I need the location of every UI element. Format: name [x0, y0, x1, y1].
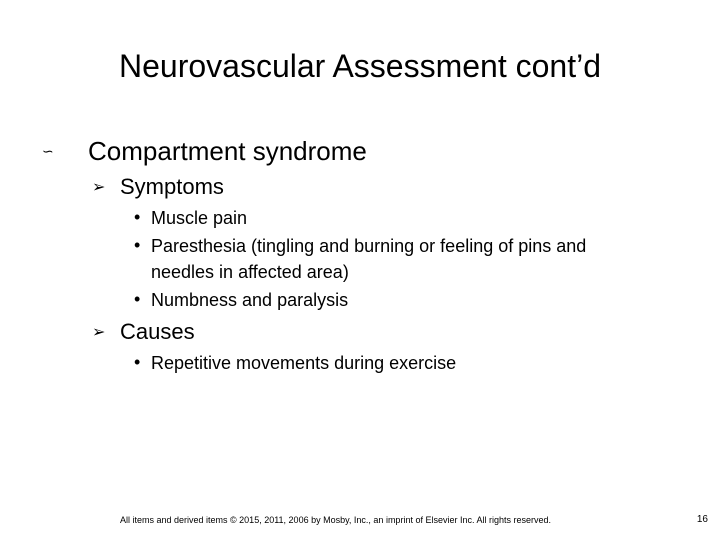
- copyright-footer: All items and derived items © 2015, 2011, 2006 by Mosby, Inc., an imprint of Elsevier Inc. All rights reserved.: [120, 515, 551, 525]
- page-number: 16: [696, 514, 708, 525]
- list-item-text: Repetitive movements during exercise: [151, 353, 457, 373]
- subbullet-text: Symptoms: [120, 174, 224, 199]
- list-item-text: Muscle pain: [151, 208, 248, 228]
- arrow-bullet-icon: ➢: [92, 179, 106, 196]
- list-item-muscle-pain: [134, 205, 247, 231]
- dot-bullet-icon: •: [134, 352, 141, 372]
- subbullet-symptoms: [92, 173, 224, 204]
- subbullet-text: Causes: [120, 319, 195, 344]
- list-item-paresthesia: [134, 233, 586, 285]
- slide-title: Neurovascular Assessment cont’d: [119, 48, 601, 84]
- list-item-text-continuation: needles in affected area): [151, 262, 349, 282]
- list-item-text: Numbness and paralysis: [151, 290, 349, 310]
- list-item-repetitive-movements: [134, 350, 456, 376]
- subbullet-causes: [92, 318, 195, 349]
- dot-bullet-icon: •: [134, 235, 141, 255]
- arrow-bullet-icon: ➢: [92, 324, 106, 341]
- list-item-numbness: [134, 287, 348, 313]
- dot-bullet-icon: •: [134, 207, 141, 227]
- bullet-text: Compartment syndrome: [88, 136, 367, 166]
- list-item-text: Paresthesia (tingling and burning or feeling of pins and: [151, 236, 587, 256]
- scroll-bullet-icon: ∽: [42, 143, 54, 160]
- dot-bullet-icon: •: [134, 289, 141, 309]
- bullet-compartment-syndrome: [42, 134, 367, 170]
